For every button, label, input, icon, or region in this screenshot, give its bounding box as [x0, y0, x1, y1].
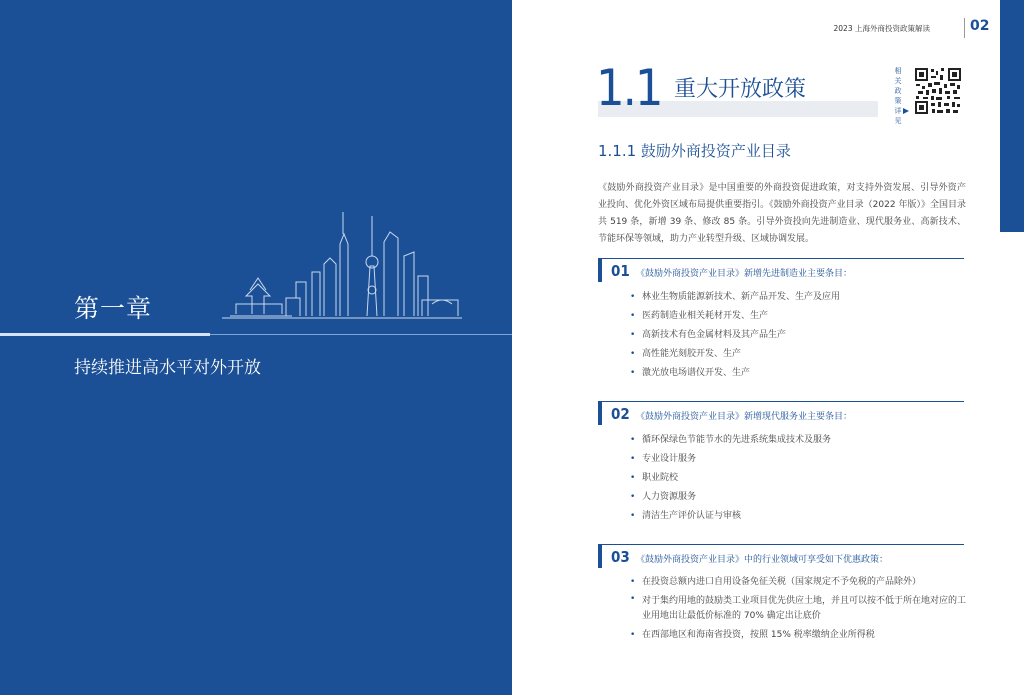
arrow-right-icon	[903, 108, 909, 114]
block-heading: 《鼓励外商投资产业目录》中的行业领域可享受如下优惠政策：	[636, 555, 889, 565]
block-list	[630, 288, 966, 383]
list-item: • 清洁生产评价认证与审核	[630, 507, 966, 526]
list-item: • 高新技术有色金属材料及其产品生产	[630, 326, 966, 345]
block-rule	[598, 258, 964, 259]
list-item: • 职业院校	[630, 469, 966, 488]
policy-block-01	[598, 258, 964, 383]
chapter-divider-accent	[0, 333, 210, 336]
section-number: 1.1	[596, 59, 662, 117]
chapter-title: 第一章	[74, 294, 153, 323]
content-page	[512, 0, 1024, 695]
list-item: • 专业设计服务	[630, 450, 966, 469]
block-number: 02	[611, 405, 630, 423]
list-item: • 在西部地区和海南省投资，按照 15% 税率缴纳企业所得税	[630, 626, 966, 645]
block-heading: 《鼓励外商投资产业目录》新增先进制造业主要条目：	[636, 269, 853, 279]
block-rule	[598, 544, 964, 545]
policy-block-02	[598, 401, 964, 526]
chapter-subtitle: 持续推进高水平对外开放	[74, 358, 261, 378]
list-item: • 激光放电场谱仪开发、生产	[630, 364, 966, 383]
block-list	[630, 573, 966, 645]
block-heading: 《鼓励外商投资产业目录》新增现代服务业主要条目：	[636, 412, 853, 422]
list-item: • 林业生物质能源新技术、新产品开发、生产及应用	[630, 288, 966, 307]
block-marker	[598, 544, 602, 568]
policy-reference-label: 相关政策详见	[894, 67, 902, 125]
running-header: 2023 上海外商投资政策解读	[833, 24, 930, 33]
page-number: 02	[970, 18, 990, 34]
list-item: • 人力资源服务	[630, 488, 966, 507]
qr-code-icon[interactable]	[914, 67, 962, 115]
list-item: • 高性能光刻胶开发、生产	[630, 345, 966, 364]
block-number: 03	[611, 548, 630, 566]
list-item: • 对于集约用地的鼓励类工业项目优先供应土地，并且可以按不低于所在地对应的工业用地出让最低价标准的 70% 确定出让底价	[630, 592, 966, 626]
list-item: • 循环保绿色节能节水的先进系统集成技术及服务	[630, 431, 966, 450]
subsection-title: 1.1.1 鼓励外商投资产业目录	[598, 142, 791, 160]
block-rule	[598, 401, 964, 402]
block-number: 01	[611, 262, 630, 280]
block-marker	[598, 401, 602, 425]
list-item: • 医药制造业相关耗材开发、生产	[630, 307, 966, 326]
list-item: • 在投资总额内进口自用设备免征关税（国家规定不予免税的产品除外）	[630, 573, 966, 592]
intro-paragraph: 《鼓励外商投资产业目录》是中国重要的外商投资促进政策，对支持外资发展、引导外资产业投向、优化外资区域布局提供重要指引。《鼓励外商投资产业目录（2022 年版）》全国目录共 519 条，新增 39 条、修改 85 条。引导外资投向先进制造业、现代服务业、高新技术、节能环保等领域，助力产业转型升级、区域协调发展。	[598, 183, 966, 244]
section-title: 重大开放政策	[674, 77, 807, 102]
header-separator	[964, 18, 965, 38]
block-list	[630, 431, 966, 526]
block-marker	[598, 258, 602, 282]
policy-block-03	[598, 544, 967, 654]
edge-tab	[1000, 0, 1024, 232]
city-skyline-illustration	[222, 204, 462, 336]
